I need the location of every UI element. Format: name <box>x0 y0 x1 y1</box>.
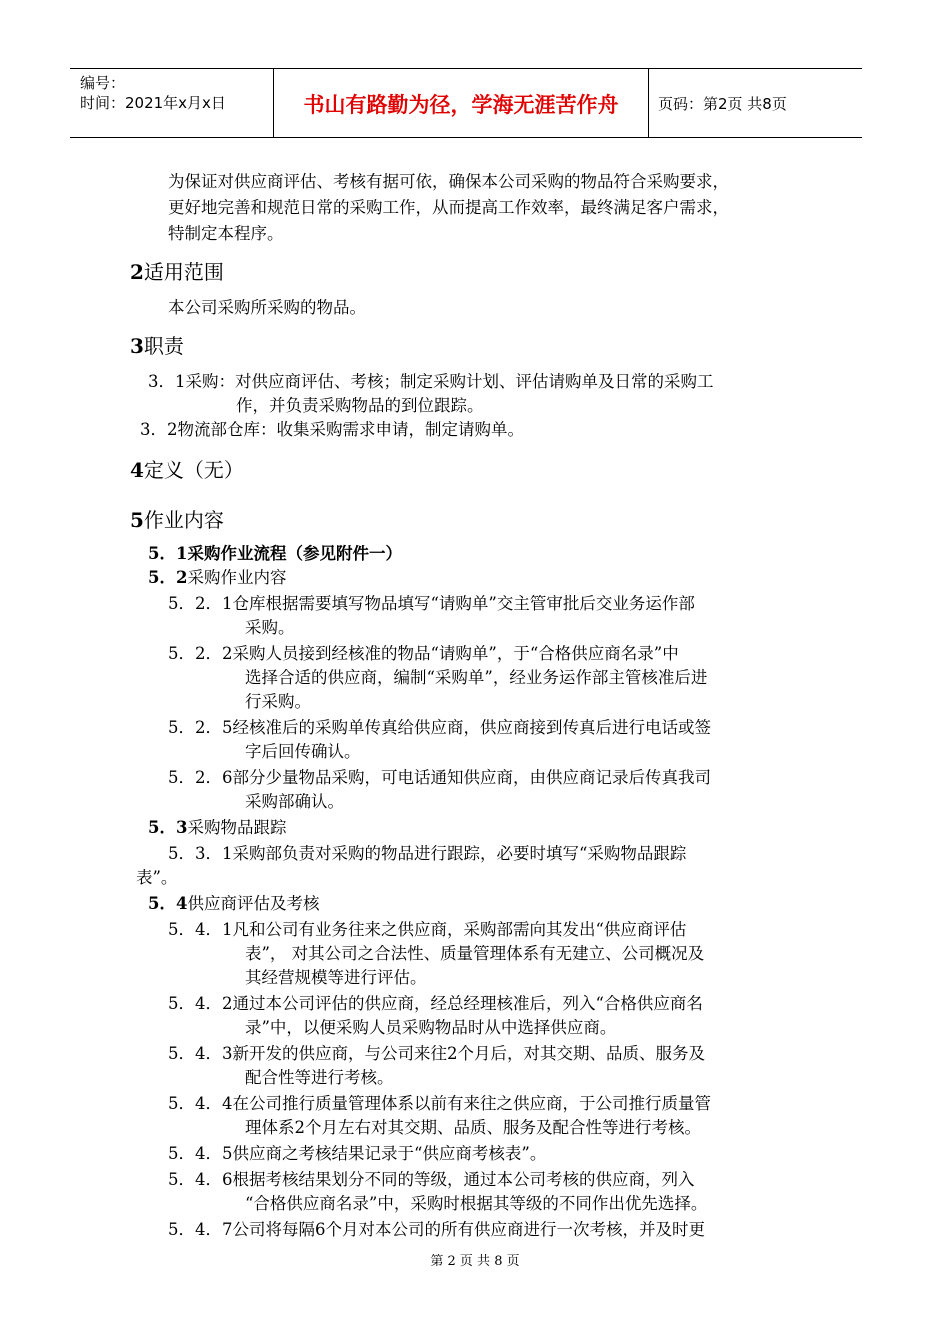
list-item-continuation: 录”中，以便采购人员采购物品时从中选择供应商。 <box>245 1018 617 1037</box>
list-item-continuation: 配合性等进行考核。 <box>245 1068 394 1087</box>
list-item-continuation: 采购部确认。 <box>245 792 344 811</box>
list-item: 5．4．4在公司推行质量管理体系以前有来往之供应商，于公司推行质量管 <box>168 1094 711 1113</box>
list-item-continuation: 字后回传确认。 <box>245 742 361 761</box>
list-item: 5．2．6部分少量物品采购，可电话通知供应商，由供应商记录后传真我司 <box>168 768 711 787</box>
list-item-continuation: 表”， 对其公司之合法性、质量管理体系有无建立、公司概况及 <box>245 944 705 963</box>
list-item-continuation: 作，并负责采购物品的到位跟踪。 <box>236 396 484 415</box>
list-item-continuation: 表”。 <box>136 868 178 887</box>
list-item: 5．4．3新开发的供应商，与公司来往2个月后，对其交期、品质、服务及 <box>168 1044 705 1063</box>
paragraph-line: 特制定本程序。 <box>168 224 284 243</box>
list-item: 5．4．1凡和公司有业务往来之供应商，采购部需向其发出“供应商评估 <box>168 920 687 939</box>
list-item-continuation: 选择合适的供应商，编制“采购单”，经业务运作部主管核准后进 <box>245 668 708 687</box>
list-item: 5．2．2采购人员接到经核准的物品“请购单”，于“合格供应商名录”中 <box>168 644 679 663</box>
header-motto: 书山有路勤为径，学海无涯苦作舟 <box>303 93 619 117</box>
page-footer: 第 2 页 共 8 页 <box>430 1254 520 1269</box>
list-item: 5．2．5经核准后的采购单传真给供应商，供应商接到传真后进行电话或签 <box>168 718 711 737</box>
list-item: 5．4．2通过本公司评估的供应商，经总经理核准后，列入“合格供应商名 <box>168 994 703 1013</box>
list-item-continuation: “合格供应商名录”中，采购时根据其等级的不同作出优先选择。 <box>245 1194 708 1213</box>
list-item-continuation: 其经营规模等进行评估。 <box>245 968 427 987</box>
header-divider <box>648 69 649 137</box>
subsection-heading: 5．2采购作业内容 <box>148 568 287 587</box>
subsection-heading: 5．1采购作业流程（参见附件一） <box>148 544 402 563</box>
list-item: 3．1采购：对供应商评估、考核；制定采购计划、评估请购单及日常的采购工 <box>148 372 714 391</box>
section-heading: 2适用范围 <box>130 260 224 284</box>
list-item-continuation: 采购。 <box>245 618 295 637</box>
paragraph-line: 为保证对供应商评估、考核有据可依，确保本公司采购的物品符合采购要求， <box>168 172 729 191</box>
paragraph-line: 本公司采购所采购的物品。 <box>168 298 366 317</box>
list-item: 3．2物流部仓库：收集采购需求申请，制定请购单。 <box>140 420 524 439</box>
header-meta <box>80 73 226 113</box>
section-heading: 5作业内容 <box>130 508 224 532</box>
paragraph-line: 更好地完善和规范日常的采购工作，从而提高工作效率，最终满足客户需求， <box>168 198 729 217</box>
list-item-continuation: 理体系2个月左右对其交期、品质、服务及配合性等进行考核。 <box>245 1118 701 1137</box>
section-heading: 4定义（无） <box>130 458 244 482</box>
code-label: 编号： <box>80 74 126 92</box>
list-item: 5．4．6根据考核结果划分不同的等级，通过本公司考核的供应商，列入 <box>168 1170 695 1189</box>
list-item: 5．4．7公司将每隔6个月对本公司的所有供应商进行一次考核，并及时更 <box>168 1220 705 1239</box>
list-item: 5．3．1采购部负责对采购的物品进行跟踪，必要时填写“采购物品跟踪 <box>168 844 687 863</box>
subsection-heading: 5．4供应商评估及考核 <box>148 894 320 913</box>
date-label: 时间：2021年x月x日 <box>80 94 226 112</box>
subsection-heading: 5．3采购物品跟踪 <box>148 818 287 837</box>
page-header <box>70 68 862 138</box>
section-heading: 3职责 <box>130 334 184 358</box>
list-item: 5．4．5供应商之考核结果记录于“供应商考核表”。 <box>168 1144 547 1163</box>
list-item: 5．2．1仓库根据需要填写物品填写“请购单”交主管审批后交业务运作部 <box>168 594 695 613</box>
list-item-continuation: 行采购。 <box>245 692 311 711</box>
header-page-label: 页码：第2页 共8页 <box>658 95 787 113</box>
